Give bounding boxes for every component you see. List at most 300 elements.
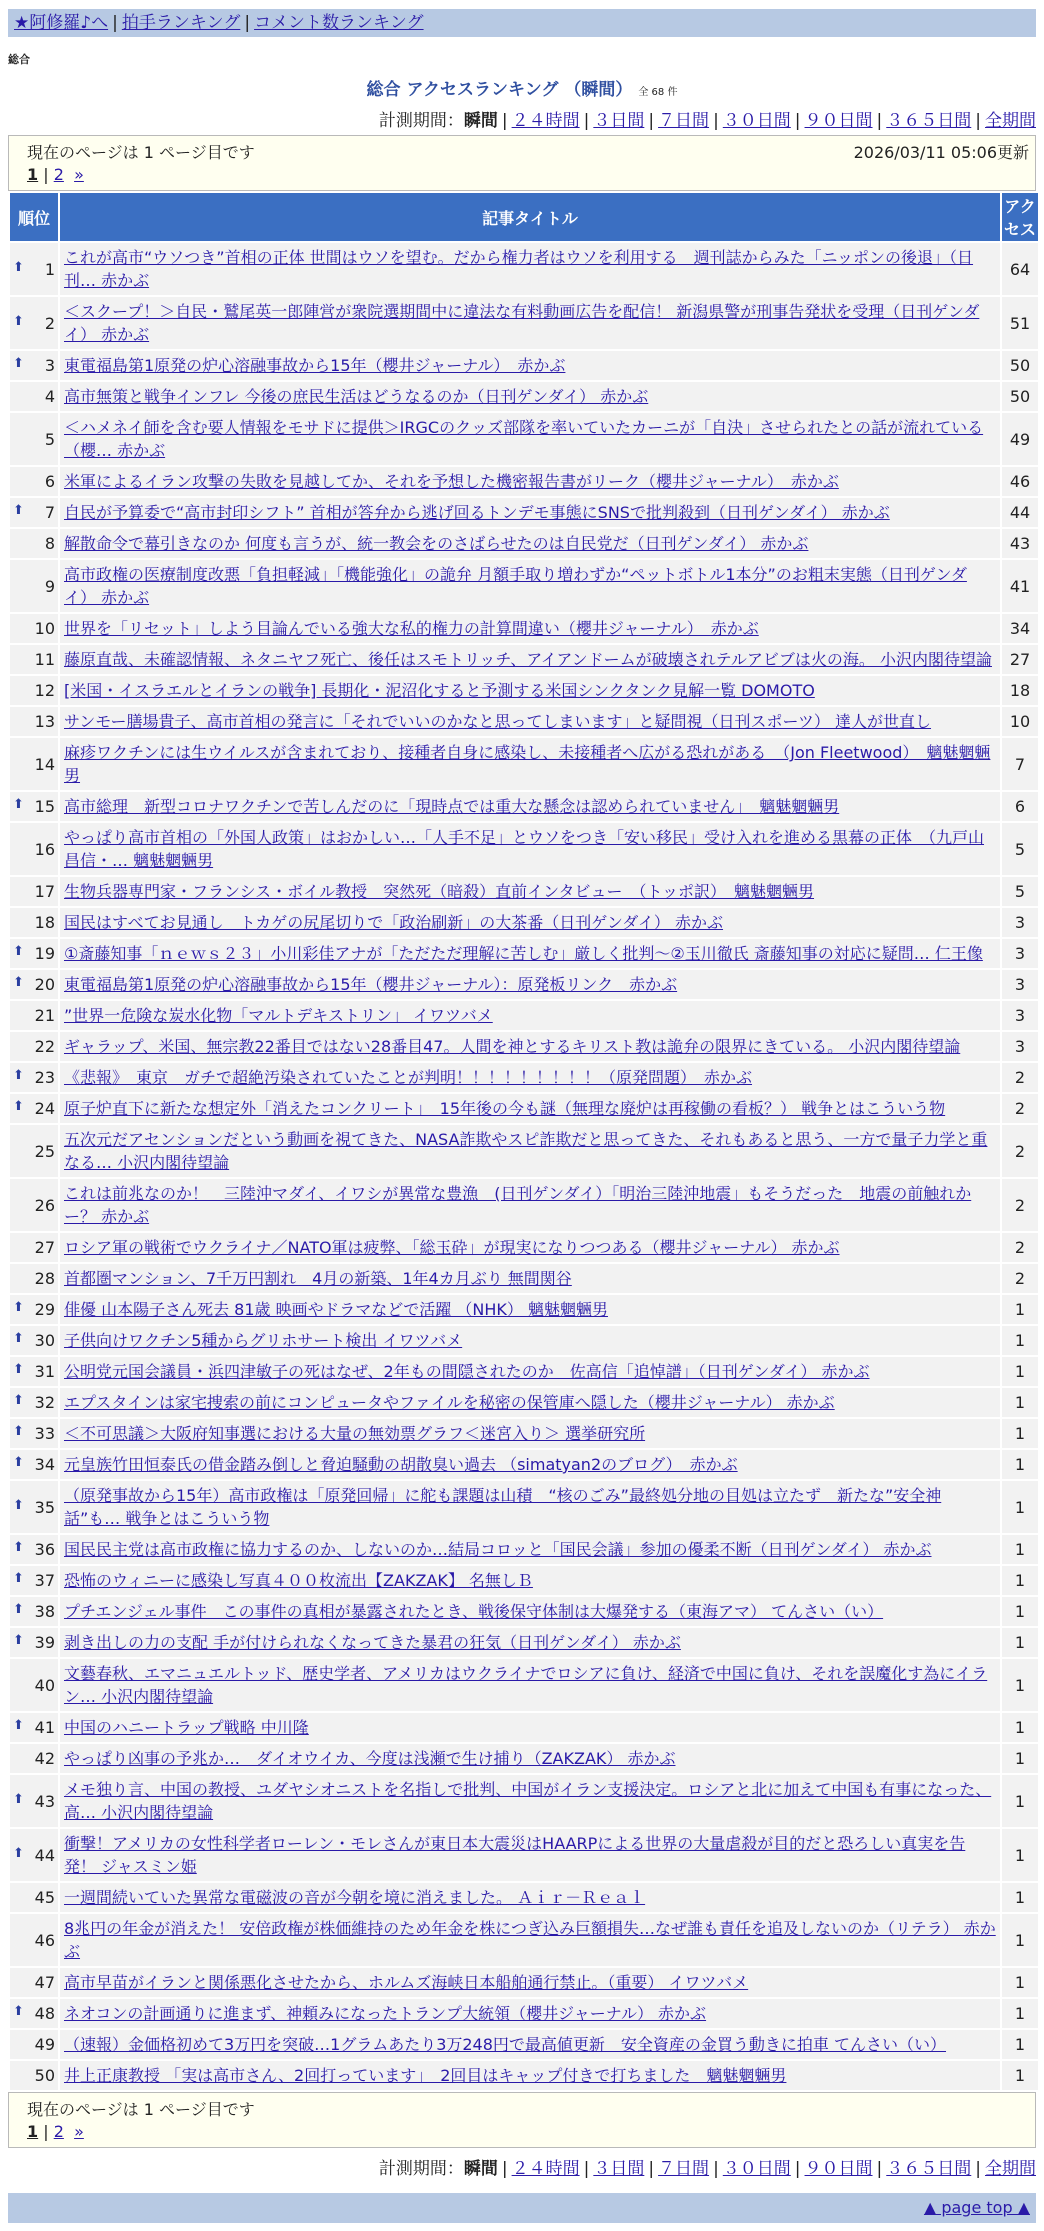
article-title-link[interactable]: 東電福島第1原発の炉心溶融事故から15年（櫻井ジャーナル）：原発板リンク 赤かぶ [64, 975, 678, 994]
title-cell [60, 792, 1000, 821]
rank-number: 27 [34, 1238, 55, 1257]
article-title-link[interactable]: 剥き出しの力の支配 手が付けられなくなってきた暴君の狂気（日刊ゲンダイ） 赤かぶ [64, 1633, 681, 1652]
rank-cell [10, 1829, 58, 1881]
access-count: 2 [1002, 1063, 1038, 1092]
rank-cell [10, 1357, 58, 1386]
rank-number: 30 [34, 1331, 55, 1350]
pager-next[interactable]: » [74, 2122, 84, 2141]
table-row [10, 1628, 1038, 1657]
table-row [10, 560, 1038, 612]
article-title-link[interactable]: ＜ハメネイ師を含む要人情報をモサドに提供＞IRGCのクッズ部隊を率いていたカーニが「自決」させられたとの話が流れている（櫻… 赤かぶ [64, 418, 984, 460]
article-title-link[interactable]: ”世界一危険な炭水化物「マルトデキストリン」 イワツバメ [64, 1006, 493, 1025]
page-info-text: 現在のページは 1 ページ目です [27, 143, 255, 162]
up-arrow-icon: ⬆ [13, 1497, 24, 1513]
table-row [10, 645, 1038, 674]
rank-number: 37 [34, 1571, 55, 1590]
table-row [10, 1357, 1038, 1386]
article-title-link[interactable]: 米軍によるイラン攻撃の失敗を見越してか、それを予想した機密報告書がリーク（櫻井ジャーナル） 赤かぶ [64, 472, 839, 491]
rank-cell [10, 1628, 58, 1657]
period-link[interactable]: ３日間 [593, 111, 645, 131]
rank-cell [10, 2030, 58, 2059]
rank-number: 9 [44, 576, 55, 596]
period-link[interactable]: 全期間 [985, 2159, 1036, 2179]
table-row [10, 1450, 1038, 1479]
table-row [10, 1566, 1038, 1595]
rank-cell [10, 1775, 58, 1827]
table-row [10, 351, 1038, 380]
table-row [10, 970, 1038, 999]
access-count: 1 [1002, 1883, 1038, 1912]
table-row [10, 792, 1038, 821]
period-link[interactable]: ３０日間 [722, 2159, 791, 2179]
rank-cell [10, 1968, 58, 1997]
table-row [10, 1326, 1038, 1355]
period-separator: | [876, 2159, 883, 2179]
article-title-link[interactable]: 元皇族竹田恒泰氏の借金踏み倒しと脅迫騒動の胡散臭い過去 （simatyan2のブログ） 赤かぶ [64, 1455, 738, 1474]
up-arrow-icon: ⬆ [13, 1718, 24, 1733]
period-link[interactable]: ３６５日間 [886, 2159, 972, 2179]
table-row [10, 823, 1038, 875]
rank-cell [10, 1883, 58, 1912]
article-title-link[interactable]: 世界を「リセット」しよう目論んでいる強大な私的権力の計算間違い（櫻井ジャーナル） 赤かぶ [64, 619, 759, 638]
title-cell [60, 1001, 1000, 1030]
table-row [10, 877, 1038, 906]
total-count: 全 68 件 [638, 87, 678, 98]
rank-cell [10, 1326, 58, 1355]
clap-ranking-link[interactable]: 拍手ランキング [121, 13, 241, 33]
rank-number: 24 [34, 1099, 55, 1118]
period-separator: | [501, 111, 508, 131]
rank-number: 26 [34, 1195, 55, 1215]
rank-cell [10, 676, 58, 705]
title-cell [60, 297, 1000, 349]
up-arrow-icon: ⬆ [13, 1540, 24, 1555]
article-title-link[interactable]: 藤原直哉、未確認情報、ネタニヤフ死亡、後任はスモトリッチ、アイアンドームが破壊されテルアビブは火の海。 小沢内閣待望論 [64, 650, 992, 669]
rank-cell [10, 970, 58, 999]
access-count: 18 [1002, 676, 1038, 705]
article-title-link[interactable]: メモ独り言、中国の教授、ユダヤシオニストを名指しで批判、中国がイラン支援決定。ロシアと北に加えて中国も有事になった、高… 小沢内閣待望論 [64, 1780, 992, 1822]
table-row [10, 1295, 1038, 1324]
table-row [10, 1233, 1038, 1262]
rank-cell [10, 1094, 58, 1123]
rank-number: 17 [34, 882, 55, 901]
article-title-link[interactable]: 生物兵器専門家・フランシス・ボイル教授 突然死（暗殺）直前インタビュー （トッポ訳） 魑魅魍魎男 [64, 882, 815, 901]
article-title-link[interactable]: 一週間続いていた異常な電磁波の音が今朝を境に消えました。 Ａｉｒ－Ｒｅａｌ [64, 1888, 646, 1907]
rank-cell [10, 1597, 58, 1626]
access-count: 41 [1002, 560, 1038, 612]
rank-cell [10, 1535, 58, 1564]
pager: 1 | 2 » [27, 165, 84, 184]
table-row [10, 1032, 1038, 1061]
pager-page-2[interactable]: 2 [53, 165, 64, 184]
table-row [10, 1063, 1038, 1092]
ranking-title: 総合 アクセスランキング （瞬間） [366, 80, 633, 100]
title-cell [60, 1264, 1000, 1293]
rank-cell [10, 823, 58, 875]
access-count: 34 [1002, 614, 1038, 643]
ranking-table [8, 191, 1040, 2092]
table-row [10, 1481, 1038, 1533]
table-row [10, 382, 1038, 411]
period-link[interactable]: ９０日間 [804, 2159, 873, 2179]
rank-cell [10, 1001, 58, 1030]
rank-number: 48 [34, 2004, 55, 2023]
period-separator: | [876, 111, 883, 131]
rank-cell [10, 1063, 58, 1092]
article-title-link[interactable]: 首都圏マンション、7千万円割れ 4月の新築、1年4カ月ぶり 無間関谷 [64, 1269, 572, 1288]
access-count: 50 [1002, 382, 1038, 411]
article-title-link[interactable]: 国民民主党は高市政権に協力するのか、しないのか…結局コロッと「国民会議」参加の優柔不断（日刊ゲンダイ） 赤かぶ [64, 1540, 932, 1559]
article-title-link[interactable]: やっぱり凶事の予兆か… ダイオウイカ、今度は浅瀬で生け捕り（ZAKZAK） 赤かぶ [64, 1749, 676, 1768]
rank-number: 3 [44, 356, 55, 375]
article-title-link[interactable]: 衝撃！アメリカの女性科学者ローレン・モレさんが東日本大震災はHAARPによる世界の大量虐殺が目的だと恐ろしい真実を告発！ ジャスミン姫 [64, 1834, 966, 1876]
article-title-link[interactable]: 麻疹ワクチンには生ウイルスが含まれており、接種者自身に感染し、未接種者へ広がる恐れがある （Jon Fleetwood） 魑魅魍魎男 [64, 743, 991, 785]
access-count: 51 [1002, 297, 1038, 349]
table-row [10, 1535, 1038, 1564]
table-row [10, 1001, 1038, 1030]
period-link[interactable]: ３日間 [593, 2159, 645, 2179]
rank-cell [10, 351, 58, 380]
table-row [10, 1775, 1038, 1827]
period-link[interactable]: ３６５日間 [886, 111, 972, 131]
access-count: 46 [1002, 467, 1038, 496]
table-row [10, 1829, 1038, 1881]
access-count: 2 [1002, 1125, 1038, 1177]
rank-number: 34 [34, 1455, 55, 1474]
period-link[interactable]: ２４時間 [511, 2159, 580, 2179]
table-row [10, 243, 1038, 295]
home-link[interactable]: ★阿修羅♪へ [14, 13, 109, 33]
period-separator: | [648, 2159, 655, 2179]
period-selector [0, 106, 1036, 131]
table-row [10, 1597, 1038, 1626]
up-arrow-icon: ⬆ [13, 259, 24, 275]
pager-page-2[interactable]: 2 [53, 2122, 64, 2141]
article-title-link[interactable]: 高市無策と戦争インフレ 今後の庶民生活はどうなるのか（日刊ゲンダイ） 赤かぶ [64, 387, 649, 406]
access-count: 50 [1002, 351, 1038, 380]
title-cell [60, 1659, 1000, 1711]
article-title-link[interactable]: ネオコンの計画通りに進まず、神頼みになったトランプ大統領（櫻井ジャーナル） 赤かぶ [64, 2004, 707, 2023]
access-count: 1 [1002, 1659, 1038, 1711]
title-cell [60, 1419, 1000, 1448]
table-row [10, 939, 1038, 968]
article-title-link[interactable]: ギャラップ、米国、無宗教22番目ではない28番目47。人間を神とするキリスト教は詭弁の限界にきている。 小沢内閣待望論 [64, 1037, 961, 1056]
title-cell [60, 1535, 1000, 1564]
access-count: 1 [1002, 1914, 1038, 1966]
table-row [10, 1179, 1038, 1231]
period-link[interactable]: ７日間 [658, 2159, 710, 2179]
title-cell [60, 1179, 1000, 1231]
title-cell [60, 707, 1000, 736]
rank-number: 12 [34, 681, 55, 700]
rank-cell [10, 1659, 58, 1711]
access-count: 1 [1002, 1744, 1038, 1773]
access-count: 5 [1002, 823, 1038, 875]
period-separator: | [794, 2159, 801, 2179]
article-title-link[interactable]: 高市総理 新型コロナワクチンで苦しんだのに「現時点では重大な懸念は認められていません」 魑魅魍魎男 [64, 797, 840, 816]
title-cell [60, 1063, 1000, 1092]
table-row [10, 1125, 1038, 1177]
title-cell [60, 467, 1000, 496]
period-link[interactable]: ７日間 [658, 111, 710, 131]
title-cell [60, 2061, 1000, 2090]
article-title-link[interactable]: 東電福島第1原発の炉心溶融事故から15年（櫻井ジャーナル） 赤かぶ [64, 356, 566, 375]
title-cell [60, 1326, 1000, 1355]
rank-cell [10, 1388, 58, 1417]
pager-current: 1 [27, 165, 39, 184]
article-title-link[interactable]: 文藝春秋、エマニュエルトッド、歴史学者、アメリカはウクライナでロシアに負け、経済で中国に負け、それを誤魔化す為にイラン… 小沢内閣待望論 [64, 1664, 988, 1706]
page-info-text: 現在のページは 1 ページ目です [27, 2100, 255, 2119]
rank-cell [10, 877, 58, 906]
rank-number: 40 [34, 1675, 55, 1695]
article-title-link[interactable]: 井上正康教授 「実は高市さん、2回打っています」 2回目はキャップ付きで打ちました 魑魅魍魎男 [64, 2066, 787, 2085]
title-cell [60, 498, 1000, 527]
table-row [10, 413, 1038, 465]
rank-number: 18 [34, 913, 55, 932]
period-separator: | [794, 111, 801, 131]
title-cell [60, 823, 1000, 875]
title-cell [60, 1295, 1000, 1324]
access-count: 3 [1002, 1032, 1038, 1061]
title-cell [60, 738, 1000, 790]
article-title-link[interactable]: ＜スクープ！＞自民・鷲尾英一郎陣営が衆院選期間中に違法な有料動画広告を配信！ 新潟県警が刑事告発状を受理（日刊ゲンダイ） 赤かぶ [64, 302, 980, 344]
title-cell [60, 939, 1000, 968]
table-row [10, 614, 1038, 643]
up-arrow-icon: ⬆ [13, 1845, 24, 1861]
pager-next[interactable]: » [74, 165, 84, 184]
article-title-link[interactable]: これが高市“ウソつき”首相の正体 世間はウソを望む。だから権力者はウソを利用する 週刊誌からみた「ニッポンの後退」（日刊… 赤かぶ [64, 248, 974, 290]
access-count: 3 [1002, 908, 1038, 937]
title-cell [60, 1999, 1000, 2028]
up-arrow-icon: ⬆ [13, 356, 24, 371]
rank-cell [10, 498, 58, 527]
title-cell [60, 1713, 1000, 1742]
updated-time: 2026/03/11 05:06更新 [853, 143, 1029, 162]
rank-cell [10, 560, 58, 612]
article-title-link[interactable]: ＜不可思議＞大阪府知事選における大量の無効票グラフ＜迷宮入り＞ 選挙研究所 [64, 1424, 646, 1443]
nav-separator: | [112, 13, 118, 33]
access-count: 1 [1002, 2030, 1038, 2059]
title-cell [60, 1968, 1000, 1997]
article-title-link[interactable]: 《悲報》 東京 ガチで超絶汚染されていたことが判明！！！！！！！！！（原発問題） 赤かぶ [64, 1068, 753, 1087]
table-row [10, 467, 1038, 496]
rank-number: 4 [44, 387, 55, 406]
rank-number: 13 [34, 712, 55, 731]
access-count: 1 [1002, 1829, 1038, 1881]
rank-cell [10, 243, 58, 295]
article-title-link[interactable]: プチエンジェル事件 この事件の真相が暴露されたとき、戦後保守体制は大爆発する（東海アマ） てんさい（い） [64, 1602, 884, 1621]
article-title-link[interactable]: ①斎藤知事「ｎｅｗｓ２３」小川彩佳アナが「ただただ理解に苦しむ」厳しく批判～②玉川徹氏 斎藤知事の対応に疑問… 仁王像 [64, 944, 983, 963]
period-separator: | [648, 111, 655, 131]
period-separator: | [975, 2159, 981, 2179]
article-title-link[interactable]: 高市早苗がイランと関係悪化させたから、ホルムズ海峡日本船舶通行禁止。（重要） イワツバメ [64, 1973, 749, 1992]
rank-number: 33 [34, 1424, 55, 1443]
article-title-link[interactable]: 公明党元国会議員・浜四津敏子の死はなぜ、2年もの間隠されたのか 佐高信「追悼譜」（日刊ゲンダイ） 赤かぶ [64, 1362, 870, 1381]
access-count: 1 [1002, 1775, 1038, 1827]
article-title-link[interactable]: ロシア軍の戦術でウクライナ／NATO軍は疲弊、「総玉砕」が現実になりつつある（櫻井ジャーナル） 赤かぶ [64, 1238, 840, 1257]
rank-number: 20 [34, 975, 55, 994]
pager-current: 1 [27, 2122, 39, 2141]
article-title-link[interactable]: 五次元だアセンションだという動画を視てきた、NASA詐欺やスピ詐欺だと思ってきた、それもあると思う、一方で量子力学と重なる… 小沢内閣待望論 [64, 1130, 988, 1172]
period-separator: | [583, 2159, 590, 2179]
period-separator: | [975, 111, 981, 131]
rank-header: 順位 [10, 193, 58, 241]
rank-cell [10, 1713, 58, 1742]
rank-cell [10, 1179, 58, 1231]
rank-cell [10, 1914, 58, 1966]
article-title-link[interactable]: 自民が予算委で“高市封印シフト” 首相が答弁から逃げ回るトンデモ事態にSNSで批判殺到（日刊ゲンダイ） 赤かぶ [64, 503, 890, 522]
period-link[interactable]: ３０日間 [722, 111, 791, 131]
title-cell [60, 1566, 1000, 1595]
rank-number: 31 [34, 1362, 55, 1381]
table-row [10, 1388, 1038, 1417]
rank-number: 28 [34, 1269, 55, 1288]
up-arrow-icon: ⬆ [13, 1099, 24, 1114]
title-cell [60, 560, 1000, 612]
period-selector-bottom [0, 2154, 1036, 2179]
access-count: 1 [1002, 1419, 1038, 1448]
bottom-bar [8, 2193, 1036, 2223]
rank-number: 39 [34, 1633, 55, 1652]
title-cell [60, 1775, 1000, 1827]
rank-number: 45 [34, 1888, 55, 1907]
up-arrow-icon: ⬆ [13, 797, 24, 812]
access-count: 1 [1002, 1450, 1038, 1479]
access-count: 1 [1002, 2061, 1038, 2090]
access-count: 1 [1002, 1628, 1038, 1657]
article-title-link[interactable]: 俳優 山本陽子さん死去 81歳 映画やドラマなどで活躍 （NHK） 魑魅魍魎男 [64, 1300, 608, 1319]
rank-number: 25 [34, 1141, 55, 1161]
article-title-link[interactable]: 8兆円の年金が消えた！ 安倍政権が株価維持のため年金を株につぎ込み巨額損失…なぜ誰も責任を追及しないのか（リテラ） 赤かぶ [64, 1919, 996, 1961]
article-title-link[interactable]: エプスタインは家宅捜索の前にコンピュータやファイルを秘密の保管庫へ隠した（櫻井ジャーナル） 赤かぶ [64, 1393, 835, 1412]
up-arrow-icon: ⬆ [13, 1068, 24, 1083]
access-count: 5 [1002, 877, 1038, 906]
table-row [10, 1713, 1038, 1742]
title-cell [60, 877, 1000, 906]
title-cell [60, 1829, 1000, 1881]
title-cell [60, 1628, 1000, 1657]
article-title-link[interactable]: [米国・イスラエルとイランの戦争] 長期化・泥沼化すると予測する米国シンクタンク見解一覧 DOMOTO [64, 681, 815, 700]
access-count: 1 [1002, 1566, 1038, 1595]
access-count: 49 [1002, 413, 1038, 465]
rank-number: 46 [34, 1930, 55, 1950]
title-cell [60, 614, 1000, 643]
rank-cell [10, 382, 58, 411]
access-count: 1 [1002, 1388, 1038, 1417]
access-count: 1 [1002, 1357, 1038, 1386]
rank-number: 21 [34, 1006, 55, 1025]
rank-number: 38 [34, 1602, 55, 1621]
rank-number: 6 [44, 472, 55, 491]
rank-cell [10, 707, 58, 736]
comment-ranking-link[interactable]: コメント数ランキング [254, 13, 424, 33]
rank-number: 7 [44, 503, 55, 522]
rank-cell [10, 738, 58, 790]
period-label: 計測期間： [378, 2159, 464, 2179]
access-count: 44 [1002, 498, 1038, 527]
up-arrow-icon: ⬆ [13, 944, 24, 959]
rank-cell [10, 614, 58, 643]
up-arrow-icon: ⬆ [13, 313, 24, 329]
access-header: アクセス [1002, 193, 1038, 241]
access-count: 2 [1002, 1179, 1038, 1231]
article-title-link[interactable]: サンモー膳場貴子、高市首相の発言に「それでいいのかなと思ってしまいます」と疑問視（日刊スポーツ） 達人が世直し [64, 712, 932, 731]
article-title-link[interactable]: （原発事故から15年）高市政権は「原発回帰」に舵も課題は山積 “核のごみ”最終処分地の目処は立たず 新たな”安全神話”も… 戦争とはこういう物 [64, 1486, 942, 1528]
article-title-link[interactable]: 解散命令で幕引きなのか 何度も言うが、統一教会をのさばらせたのは自民党だ（日刊ゲンダイ） 赤かぶ [64, 534, 809, 553]
period-current: 瞬間 [463, 2159, 498, 2179]
article-title-link[interactable]: 国民はすべてお見通し トカゲの尻尾切りで「政治刷新」の大茶番（日刊ゲンダイ） 赤かぶ [64, 913, 724, 932]
access-count: 3 [1002, 1001, 1038, 1030]
article-title-link[interactable]: 高市政権の医療制度改悪「負担軽減」「機能強化」の詭弁 月額手取り増わずか“ペットボトル1本分”のお粗末実態（日刊ゲンダイ） 赤かぶ [64, 565, 967, 607]
period-link[interactable]: 全期間 [985, 111, 1036, 131]
article-title-link[interactable]: 恐怖のウィニーに感染し写真４００枚流出【ZAKZAK】 名無しＢ [64, 1571, 533, 1590]
rank-cell [10, 1032, 58, 1061]
rank-number: 11 [34, 650, 55, 669]
rank-cell [10, 1264, 58, 1293]
title-cell [60, 1125, 1000, 1177]
article-title-link[interactable]: 子供向けワクチン5種からグリホサート検出 イワツバメ [64, 1331, 463, 1350]
rank-cell [10, 792, 58, 821]
access-count: 3 [1002, 970, 1038, 999]
title-cell [60, 382, 1000, 411]
article-title-link[interactable]: これは前兆なのか！ 三陸沖マダイ、イワシが異常な豊漁 (日刊ゲンダイ）「明治三陸沖地震」もそうだった 地震の前触れかー？ 赤かぶ [64, 1184, 972, 1226]
rank-number: 42 [34, 1749, 55, 1768]
period-separator: | [713, 2159, 719, 2179]
page-info-panel-bottom [8, 2092, 1036, 2148]
title-cell [60, 645, 1000, 674]
ranking-title-row [0, 75, 1044, 100]
rank-number: 15 [34, 797, 55, 816]
up-arrow-icon: ⬆ [13, 503, 24, 518]
table-row [10, 1264, 1038, 1293]
rank-number: 22 [34, 1037, 55, 1056]
rank-number: 36 [34, 1540, 55, 1559]
table-row [10, 297, 1038, 349]
table-row [10, 2061, 1038, 2090]
period-link[interactable]: ９０日間 [804, 111, 873, 131]
title-cell [60, 1744, 1000, 1773]
access-count: 27 [1002, 645, 1038, 674]
table-row [10, 529, 1038, 558]
rank-cell [10, 1419, 58, 1448]
period-link[interactable]: ２４時間 [511, 111, 580, 131]
rank-cell [10, 297, 58, 349]
rank-number: 2 [44, 313, 55, 333]
access-count: 6 [1002, 792, 1038, 821]
rank-number: 41 [34, 1718, 55, 1737]
article-title-link[interactable]: やっぱり高市首相の「外国人政策」はおかしい…「人手不足」とウソをつき「安い移民」受け入れを進める黒幕の正体 （九戸山 昌信・… 魑魅魍魎男 [64, 828, 985, 870]
table-row [10, 2030, 1038, 2059]
article-title-link[interactable]: 原子炉直下に新たな想定外「消えたコンクリート」 15年後の今も謎（無理な廃炉は再稼働の看板？） 戦争とはこういう物 [64, 1099, 946, 1118]
rank-number: 8 [44, 534, 55, 553]
article-title-link[interactable]: （速報）金価格初めて3万円を突破…1グラムあたり3万248円で最高値更新 安全資産の金買う動きに拍車 てんさい（い） [64, 2035, 947, 2054]
table-row [10, 1914, 1038, 1966]
article-title-link[interactable]: 中国のハニートラップ戦略 中川隆 [64, 1718, 309, 1737]
access-count: 1 [1002, 1326, 1038, 1355]
access-count: 7 [1002, 738, 1038, 790]
rank-cell [10, 1481, 58, 1533]
page-top-link[interactable]: ▲ page top ▲ [923, 2198, 1030, 2217]
rank-number: 43 [34, 1791, 55, 1811]
rank-cell [10, 529, 58, 558]
period-separator: | [583, 111, 590, 131]
access-count: 3 [1002, 939, 1038, 968]
access-count: 1 [1002, 1999, 1038, 2028]
up-arrow-icon: ⬆ [13, 1791, 24, 1807]
up-arrow-icon: ⬆ [13, 1331, 24, 1346]
up-arrow-icon: ⬆ [13, 1633, 24, 1648]
table-row [10, 1659, 1038, 1711]
